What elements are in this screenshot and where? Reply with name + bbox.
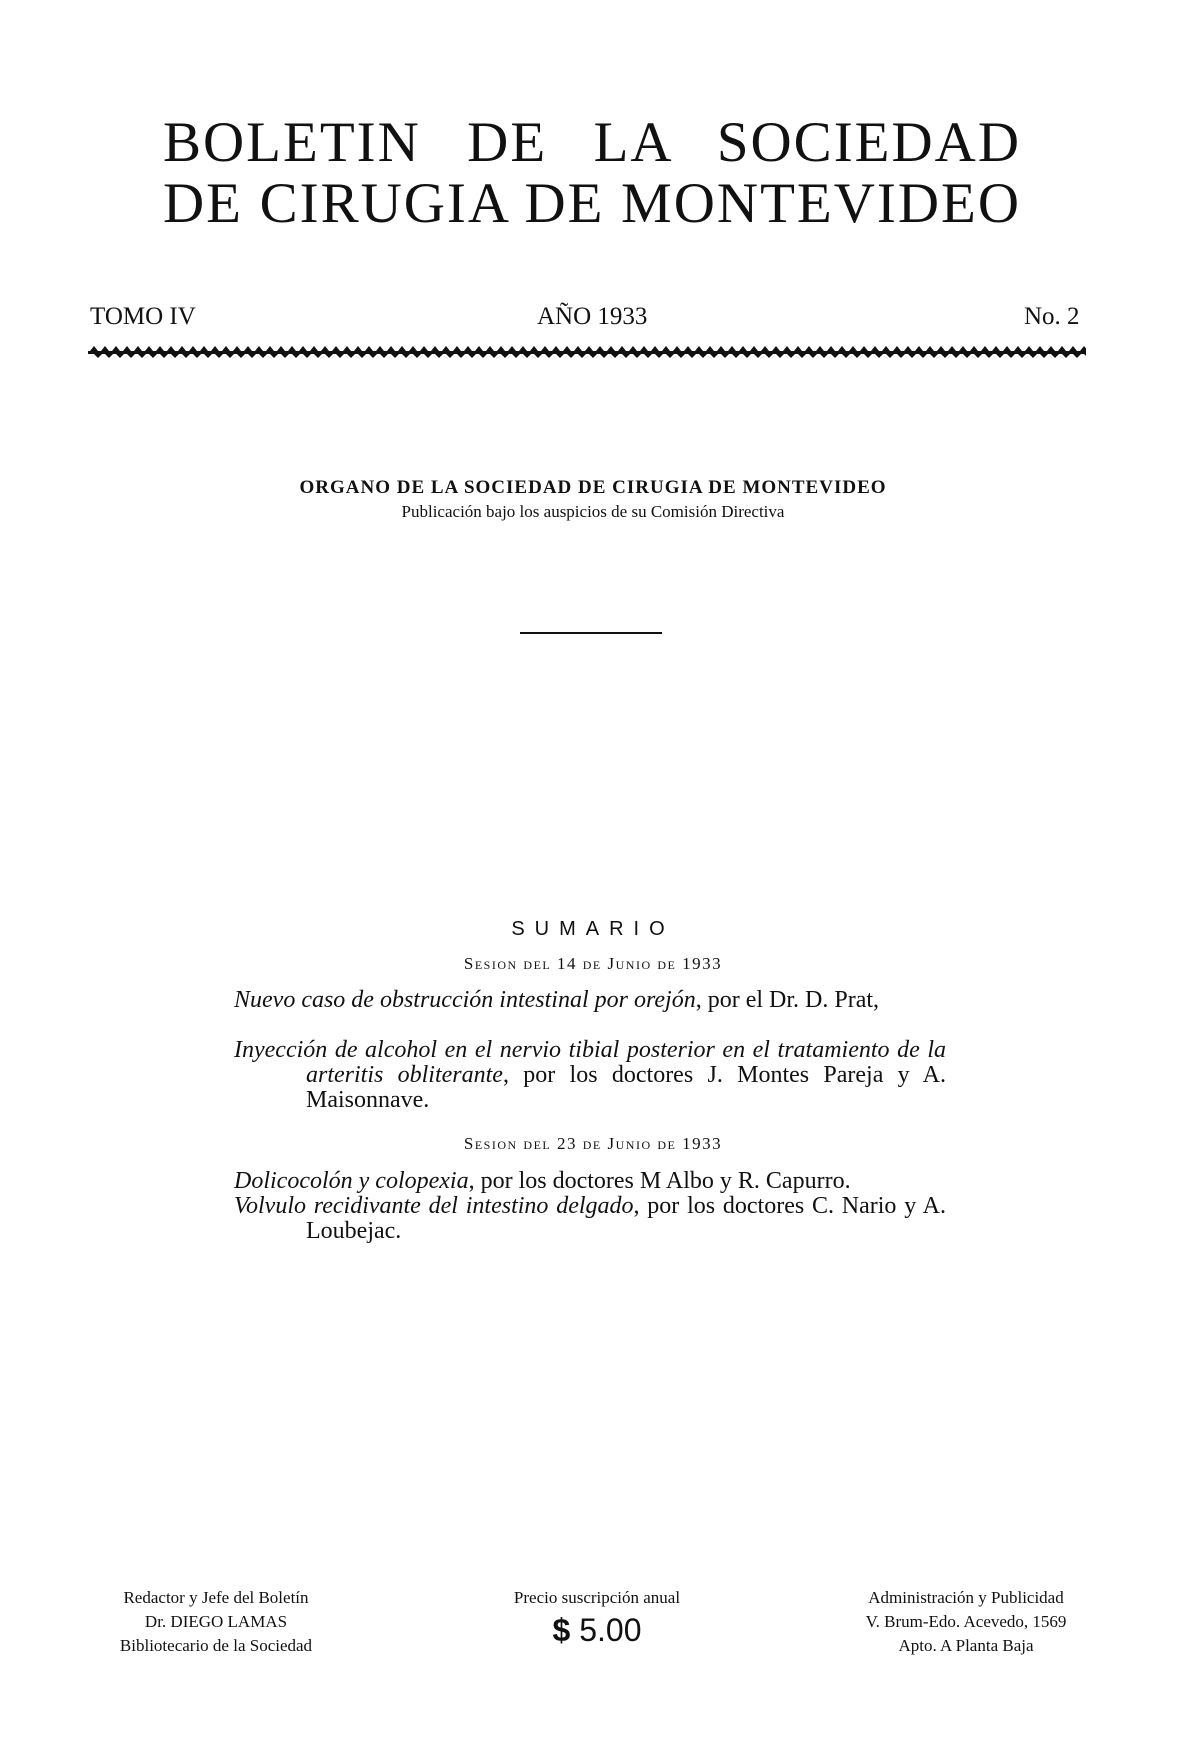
session-heading: Sesion del 23 de Junio de 1933 [463, 1134, 723, 1153]
ornament-mark [435, 354, 443, 358]
ornament-mark [145, 346, 153, 351]
journal-title-line-1: BOLETIN DE LA SOCIEDAD [163, 111, 1021, 174]
session-heading: Sesion del 14 de Junio de 1933 [463, 954, 723, 973]
ornament-mark [1014, 346, 1022, 351]
ornament-mark [776, 354, 784, 358]
ornament-mark [1047, 346, 1055, 351]
ornament-mark [809, 354, 817, 358]
ornament-mark [486, 346, 494, 351]
ornament-mark [211, 346, 219, 351]
ornament-mark [897, 354, 905, 358]
ornament-mark [1025, 346, 1033, 351]
ornament-mark [1058, 346, 1066, 351]
ornament-mark [259, 354, 267, 358]
ornament-mark [1029, 354, 1037, 358]
ornament-mark [629, 346, 637, 351]
ornament-mark [475, 346, 483, 351]
ornament-mark [545, 354, 553, 358]
ornament-mark [1036, 346, 1044, 351]
ornament-mark [563, 346, 571, 351]
ornament-mark [820, 354, 828, 358]
entry-authors: , por los doctores J. Montes Pareja y A. Maisonnave. [306, 1062, 946, 1113]
volume-label: TOMO IV [90, 303, 196, 330]
ornament-mark [237, 354, 245, 358]
issue-number: No. 2 [1024, 303, 1080, 330]
ornament-mark [952, 354, 960, 358]
ornament-mark [688, 354, 696, 358]
ornament-mark [90, 346, 98, 351]
ornament-mark [424, 354, 432, 358]
ornament-mark [171, 354, 179, 358]
ornament-mark [904, 346, 912, 351]
ornament-mark [677, 354, 685, 358]
ornament-mark [556, 354, 564, 358]
summary-entry [234, 988, 946, 1013]
ornament-mark [105, 354, 113, 358]
ornament-mark [343, 346, 351, 351]
ornament-mark [277, 346, 285, 351]
ornament-mark [354, 346, 362, 351]
ornament-mark [750, 346, 758, 351]
administration-address: V. Brum-Edo. Acevedo, 1569 [865, 1612, 1067, 1631]
administration-label: Administración y Publicidad [868, 1588, 1064, 1607]
ornament-mark [589, 354, 597, 358]
ornament-mark [376, 346, 384, 351]
ornament-mark [233, 346, 241, 351]
ornament-mark [860, 346, 868, 351]
ornament-mark [915, 346, 923, 351]
ornament-mark [281, 354, 289, 358]
editor-name: Dr. DIEGO LAMAS [144, 1612, 288, 1631]
ornament-mark [992, 346, 1000, 351]
ornament-mark [1084, 354, 1086, 358]
ornament-mark [369, 354, 377, 358]
ornament-mark [732, 354, 740, 358]
ornament-mark [981, 346, 989, 351]
ornament-mark [567, 354, 575, 358]
ornament-mark [600, 354, 608, 358]
ornament-mark [765, 354, 773, 358]
entry-title: Volvulo recidivante del intestino delgado [234, 1193, 634, 1219]
ornament-mark [226, 354, 234, 358]
ornament-mark [222, 346, 230, 351]
ornament-mark [391, 354, 399, 358]
ornament-mark [739, 346, 747, 351]
ornament-mark [149, 354, 157, 358]
ornament-mark [160, 354, 168, 358]
ornament-mark [534, 354, 542, 358]
ornament-mark [255, 346, 263, 351]
ornament-mark [607, 346, 615, 351]
ornament-mark [431, 346, 439, 351]
entry-authors: , por los doctores C. Nario y A. Loubejac. [306, 1193, 946, 1244]
ornament-mark [1051, 354, 1059, 358]
ornament-mark [336, 354, 344, 358]
ornament-mark [864, 354, 872, 358]
ornament-mark [468, 354, 476, 358]
ornament-mark [402, 354, 410, 358]
ornament-mark [442, 346, 450, 351]
ornament-mark [167, 346, 175, 351]
ornament-mark [640, 346, 648, 351]
ornament-mark [937, 346, 945, 351]
ornament-mark [754, 354, 762, 358]
entry-title: Inyección de alcohol en el nervio tibial posterior en el tratamiento de la arteritis obliterante [234, 1037, 946, 1088]
ornament-mark [919, 354, 927, 358]
ornament-mark [398, 346, 406, 351]
administration-floor: Apto. A Planta Baja [898, 1636, 1034, 1655]
ornament-mark [1040, 354, 1048, 358]
ornament-mark [772, 346, 780, 351]
ornament-mark [508, 346, 516, 351]
ornament-mark [710, 354, 718, 358]
ornament-mark [787, 354, 795, 358]
ornament-mark [655, 354, 663, 358]
ornament-mark [721, 354, 729, 358]
ornament-mark [827, 346, 835, 351]
entry-title: Dolicocolón y colopexia [234, 1168, 469, 1194]
summary-entry [234, 1169, 946, 1194]
ornament-mark [182, 354, 190, 358]
ornament-mark [127, 354, 135, 358]
ornament-mark [123, 346, 131, 351]
ornament-mark [699, 354, 707, 358]
ornament-mark [321, 346, 329, 351]
ornament-mark [743, 354, 751, 358]
editor-block [86, 1586, 346, 1658]
ornament-mark [882, 346, 890, 351]
ornament-mark [908, 354, 916, 358]
ornament-mark [299, 346, 307, 351]
ornament-mark [244, 346, 252, 351]
ornament-mark [380, 354, 388, 358]
ornament-mark [853, 354, 861, 358]
ornament-mark [519, 346, 527, 351]
ornament-mark [1080, 346, 1086, 351]
ornament-mark [530, 346, 538, 351]
summary-entry [234, 1038, 946, 1113]
ornament-mark [409, 346, 417, 351]
ornament-mark [706, 346, 714, 351]
ornament-mark [490, 354, 498, 358]
ornament-mark [948, 346, 956, 351]
ornament-mark [596, 346, 604, 351]
ornament-mark [1018, 354, 1026, 358]
ornament-mark [497, 346, 505, 351]
ornament-mark [413, 354, 421, 358]
ornament-mark [420, 346, 428, 351]
ornament-mark [578, 354, 586, 358]
summary-entry [234, 1194, 946, 1244]
entry-authors: , por el Dr. D. Prat, [695, 987, 880, 1013]
ornament-mark [622, 354, 630, 358]
ornament-mark [875, 354, 883, 358]
ornament-mark [248, 354, 256, 358]
ornament-mark [963, 354, 971, 358]
ornament-mark [457, 354, 465, 358]
ornament-mark [842, 354, 850, 358]
ornament-mark [798, 354, 806, 358]
ornament-mark [1073, 354, 1081, 358]
ornament-mark [541, 346, 549, 351]
ornament-mark [673, 346, 681, 351]
ornament-mark [618, 346, 626, 351]
year-label: AÑO 1933 [537, 303, 648, 330]
editor-role: Redactor y Jefe del Boletín [123, 1588, 309, 1607]
ornament-mark [644, 354, 652, 358]
ornament-mark [930, 354, 938, 358]
ornament-mark [314, 354, 322, 358]
ornament-mark [288, 346, 296, 351]
ornament-mark [1007, 354, 1015, 358]
ornament-mark [479, 354, 487, 358]
ornament-mark [684, 346, 692, 351]
entry-title: Nuevo caso de obstrucción intestinal por orejón [234, 987, 696, 1013]
ornament-mark [332, 346, 340, 351]
ornament-mark [387, 346, 395, 351]
ornament-mark [666, 354, 674, 358]
entry-authors: , por los doctores M Albo y R. Capurro. [468, 1168, 851, 1194]
publication-note: Publicación bajo los auspicios de su Comisión Directiva [401, 502, 785, 521]
ornament-mark [1069, 346, 1077, 351]
ornament-mark [695, 346, 703, 351]
ornament-mark [985, 354, 993, 358]
ornament-mark [116, 354, 124, 358]
ornament-mark [552, 346, 560, 351]
ornament-mark [310, 346, 318, 351]
ornament-mark [464, 346, 472, 351]
summary-heading: SUMARIO [511, 918, 675, 940]
ornament-mark [512, 354, 520, 358]
ornament-mark [611, 354, 619, 358]
ornamental-rule [88, 344, 1086, 360]
ornament-mark [112, 346, 120, 351]
ornament-mark [974, 354, 982, 358]
ornament-mark [941, 354, 949, 358]
ornament-mark [831, 354, 839, 358]
price-amount: 5.00 [579, 1612, 642, 1648]
ornament-mark [783, 346, 791, 351]
ornament-mark [325, 354, 333, 358]
ornament-mark [193, 354, 201, 358]
ornament-mark [728, 346, 736, 351]
ornament-mark [292, 354, 300, 358]
ornament-mark [805, 346, 813, 351]
ornament-mark [156, 346, 164, 351]
ornament-mark [446, 354, 454, 358]
ornament-mark [101, 346, 109, 351]
organ-statement: ORGANO DE LA SOCIEDAD DE CIRUGIA DE MONTEVIDEO [299, 477, 887, 498]
editor-title: Bibliotecario de la Sociedad [119, 1636, 313, 1655]
ornament-mark [574, 346, 582, 351]
price-label: Precio suscripción anual [513, 1588, 681, 1607]
ornament-mark [838, 346, 846, 351]
ornament-mark [585, 346, 593, 351]
ornament-mark [633, 354, 641, 358]
ornament-mark [970, 346, 978, 351]
ornament-mark [138, 354, 146, 358]
ornament-mark [200, 346, 208, 351]
section-divider [520, 632, 662, 634]
ornament-mark [926, 346, 934, 351]
ornament-mark [886, 354, 894, 358]
ornament-mark [215, 354, 223, 358]
ornament-mark [959, 346, 967, 351]
ornament-mark [893, 346, 901, 351]
ornament-mark [347, 354, 355, 358]
ornament-mark [365, 346, 373, 351]
ornament-mark [761, 346, 769, 351]
ornament-mark [816, 346, 824, 351]
ornament-mark [1062, 354, 1070, 358]
ornament-mark [1003, 346, 1011, 351]
ornament-mark [358, 354, 366, 358]
ornament-mark [849, 346, 857, 351]
ornament-mark [651, 346, 659, 351]
ornament-mark [303, 354, 311, 358]
currency-symbol: $ [552, 1612, 571, 1648]
price-value [472, 1610, 722, 1650]
journal-title-line-2: DE CIRUGIA DE MONTEVIDEO [163, 172, 1021, 235]
ornament-mark [871, 346, 879, 351]
ornament-mark [662, 346, 670, 351]
ornament-mark [189, 346, 197, 351]
ornament-mark [501, 354, 509, 358]
ornament-mark [996, 354, 1004, 358]
ornament-mark [453, 346, 461, 351]
ornament-mark [794, 346, 802, 351]
ornament-mark [270, 354, 278, 358]
ornament-mark [523, 354, 531, 358]
ornament-mark [266, 346, 274, 351]
ornament-mark [204, 354, 212, 358]
price-block [472, 1586, 722, 1650]
ornament-mark [178, 346, 186, 351]
ornament-mark [717, 346, 725, 351]
ornament-mark [94, 354, 102, 358]
administration-block [826, 1586, 1106, 1658]
ornament-mark [134, 346, 142, 351]
